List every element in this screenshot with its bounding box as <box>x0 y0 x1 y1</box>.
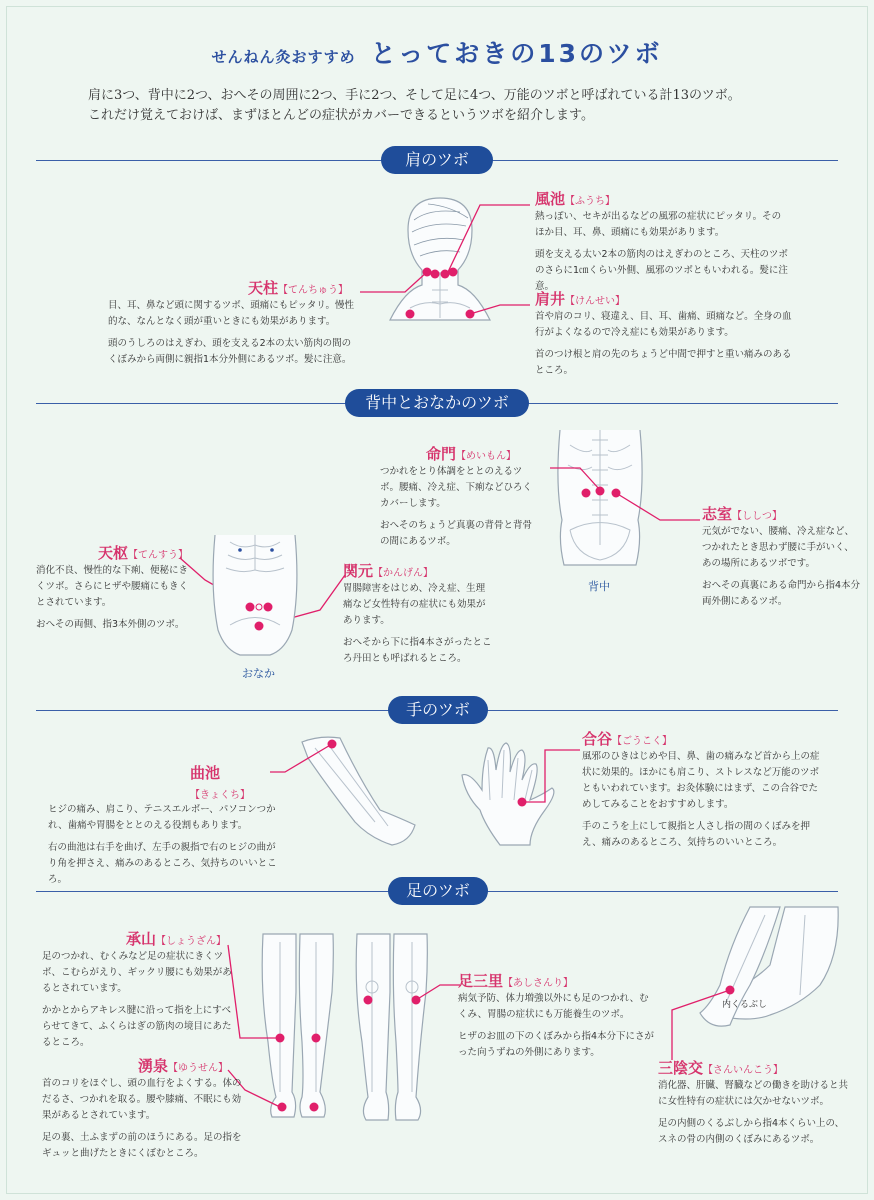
section-title-hand: 手のツボ <box>388 696 488 724</box>
intro-line-1: 肩に3つ、背中に2つ、おへその周囲に2つ、手に2つ、そして足に4つ、万能のツボと呼ばれている計13のツボ。 <box>88 88 741 103</box>
point-saninkou-name: 三陰交 <box>658 1059 704 1077</box>
point-saninkou-desc-2: 足の内側のくるぶしから指4本くらい上の、スネの骨の内側のくぼみにあるツボ。 <box>658 1118 845 1145</box>
point-ashisanri <box>458 970 658 1061</box>
point-kensei-kana: 【けんせい】 <box>565 296 626 307</box>
point-shouzan-desc-2: かかとからアキレス腱に沿って指を上にすべらせてきて、ふくらはぎの筋肉の境目にあたるところ。 <box>42 1005 232 1048</box>
header-title: とっておきの13のツボ <box>370 39 663 68</box>
section-title-leg: 足のツボ <box>388 877 488 905</box>
point-kangen-name: 関元 <box>343 562 374 580</box>
point-kyokuchi-name: 曲池 <box>190 764 221 782</box>
point-ashisanri-kana: 【あしさんり】 <box>503 978 574 989</box>
point-meimon-kana: 【めいもん】 <box>456 451 517 462</box>
point-yuusen-desc-1: 首のコリをほぐし、頭の血行をよくする。体のだるさ、つかれを取る。腰や膝痛、不眠にも効果があるとされています。 <box>42 1078 242 1121</box>
point-kyokuchi-kana: 【きょくち】 <box>190 790 250 801</box>
point-kensei-desc-1: 首や肩のコリ、寝違え、目、耳、歯痛、頭痛など。全身の血行がよくなるので冷え症にも効果があります。 <box>535 311 792 338</box>
point-saninkou-kana: 【さんいんこう】 <box>703 1065 784 1076</box>
point-fuchi-desc-2: 頭を支える太い2本の筋肉のはえぎわのところ、天柱のツボのさらに1㎝くらい外側、風邪のツボともいわれる。髪に注意。 <box>535 249 788 292</box>
point-tensu-desc-2: おへその両側、指3本外側のツボ。 <box>36 619 185 630</box>
point-tenchu-name: 天柱 <box>248 279 279 297</box>
intro-line-2: これだけ覚えておけば、まずほとんどの症状がカバーできるというツボを紹介します。 <box>88 108 594 123</box>
point-shishitsu-desc-2: おへその真裏にある命門から指4本分両外側にあるツボ。 <box>702 580 861 607</box>
point-meimon-name: 命門 <box>426 445 457 463</box>
caption-ankle: 内くるぶし <box>722 1000 768 1010</box>
point-fuchi-kana: 【ふうち】 <box>565 196 616 207</box>
point-yuusen-desc-2: 足の裏、土ふまずの前のほうにある。足の指をギュッと曲げたときにくぼむところ。 <box>42 1132 242 1159</box>
point-tenchu-kana: 【てんちゅう】 <box>278 285 349 296</box>
point-saninkou-desc-1: 消化器、肝臓、腎臓などの働きを助けると共に女性特有の症状には欠かせないツボ。 <box>658 1080 849 1107</box>
caption-back: 背中 <box>588 580 610 593</box>
point-kensei-name: 肩井 <box>535 290 566 308</box>
point-tensu-desc-1: 消化不良、慢性的な下痢、便秘にきくツボ。さらにヒザや腰痛にもきくとされています。 <box>36 565 189 608</box>
point-tensu-name: 天枢 <box>98 544 129 562</box>
point-shouzan-kana: 【しょうざん】 <box>156 936 227 947</box>
point-goukoku-desc-1: 風邪のひきはじめや目、鼻、歯の痛みなど首から上の症状に効果的。ほかにも肩こり、ストレスなど万能のツボともいわれています。お灸体験にはまず、この合谷でためしてみることをおすすめします。 <box>582 751 820 810</box>
point-shouzan-desc-1: 足のつかれ、むくみなど足の症状にきくツボ、こむらがえり、ギックリ腰にも効果があるとされています。 <box>42 951 232 994</box>
point-kangen-kana: 【かんげん】 <box>373 568 434 579</box>
point-yuusen <box>42 1055 242 1162</box>
point-goukoku-kana: 【ごうこく】 <box>612 736 673 747</box>
header-subtitle: せんねん灸おすすめ <box>211 48 356 66</box>
point-meimon-desc-2: おへそのちょうど真裏の背骨と背骨の間にあるツボ。 <box>380 520 533 547</box>
section-title-back: 背中とおなかのツボ <box>345 389 529 417</box>
point-shishitsu-kana: 【ししつ】 <box>732 511 783 522</box>
point-kensei-desc-2: 首のつけ根と肩の先のちょうど中間で押すと重い痛みのあるところ。 <box>535 349 792 376</box>
point-goukoku-desc-2: 手のこうを上にして親指と人さし指の間のくぼみを押え、痛みのあるところ、気持ちのいいところ。 <box>582 821 811 848</box>
point-ashisanri-name: 足三里 <box>458 972 504 990</box>
point-shouzan-name: 承山 <box>126 930 157 948</box>
point-saninkou <box>658 1057 848 1148</box>
point-yuusen-kana: 【ゆうせん】 <box>168 1063 229 1074</box>
point-ashisanri-desc-1: 病気予防、体力増強以外にも足のつかれ、むくみ、胃腸の症状にも万能養生のツボ。 <box>458 993 649 1020</box>
point-meimon-desc-1: つかれをとり体調をととのえるツボ。腰痛、冷え症、下痢などひろくカバーします。 <box>380 466 533 509</box>
section-title-shoulder: 肩のツボ <box>381 146 493 174</box>
point-kangen-desc-1: 胃腸障害をはじめ、冷え症、生理痛など女性特有の症状にも効果があります。 <box>343 583 486 626</box>
point-tenchu-desc-2: 頭のうしろのはえぎわ、頭を支える2本の太い筋肉の間のくぼみから両側に親指1本分外側にあるツボ。髪に注意。 <box>108 338 352 365</box>
point-kangen-desc-2: おへそから下に指4本さがったところ丹田とも呼ばれるところ。 <box>343 637 492 664</box>
point-shishitsu-desc-1: 元気がでない、腰痛、冷え症など、つかれたとき思わず腰に手がいく、あの場所にあるツボです。 <box>702 526 855 569</box>
point-kyokuchi-desc-1: ヒジの痛み、肩こり、テニスエルボー、パソコンつかれ、歯痛や胃腸をととのえる役割もあります。 <box>48 804 276 831</box>
point-tensu-kana: 【てんすう】 <box>128 550 189 561</box>
point-kyokuchi-desc-2: 右の曲池は右手を曲げ、左手の親指で右のヒジの曲がり角を押さえ、痛みのあるところ、気持ちのいいところ。 <box>48 842 277 885</box>
point-yuusen-name: 湧泉 <box>138 1057 169 1075</box>
caption-belly: おなか <box>242 667 275 680</box>
point-tenchu-desc-1: 目、耳、鼻など頭に関するツボ、頭痛にもピッタリ。慢性的な、なんとなく頭が重いときにも効果があります。 <box>108 300 354 327</box>
point-ashisanri-desc-2: ヒザのお皿の下のくぼみから指4本分下にさがった向うずねの外側にあります。 <box>458 1031 655 1058</box>
point-shishitsu-name: 志室 <box>702 505 733 523</box>
point-fuchi-desc-1: 熱っぽい、セキが出るなどの風邪の症状にピッタリ。そのほか目、耳、鼻、頭痛にも効果があります。 <box>535 211 782 238</box>
point-goukoku-name: 合谷 <box>582 730 613 748</box>
point-shouzan <box>42 928 232 1051</box>
point-fuchi-name: 風池 <box>535 190 566 208</box>
